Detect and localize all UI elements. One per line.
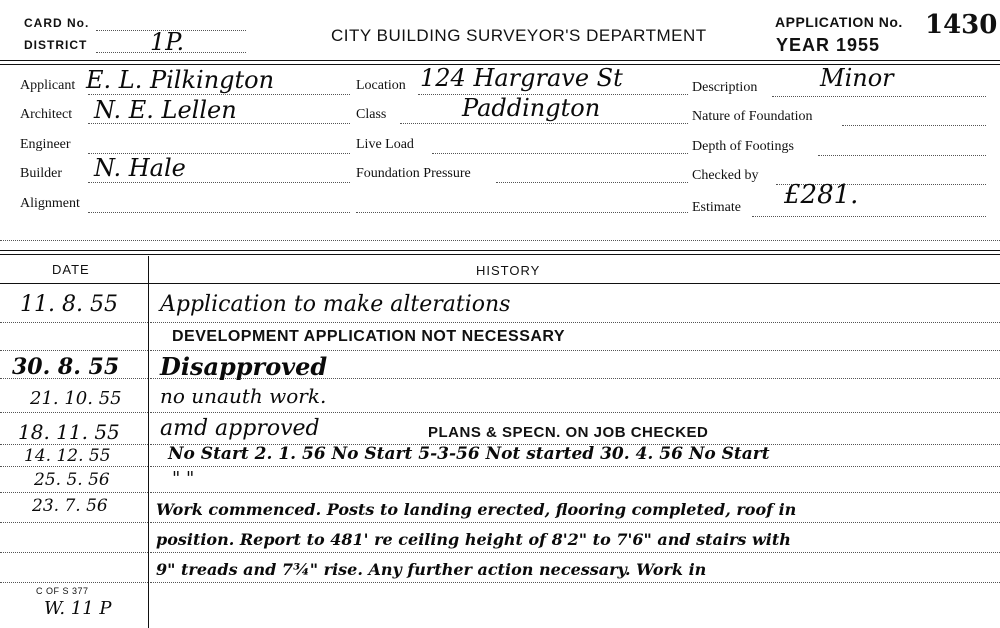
class-line	[400, 123, 688, 124]
row-history: 9" treads and 7¾" rise. Any further action necessary. Work in	[156, 560, 707, 579]
row-history: amd approved	[160, 416, 320, 441]
row-date: 30. 8. 55	[12, 354, 120, 380]
description-label: Description	[692, 80, 758, 95]
development-stamp: DEVELOPMENT APPLICATION NOT NECESSARY	[172, 328, 566, 345]
row-history: " "	[172, 468, 195, 489]
row-history: Disapproved	[160, 352, 328, 381]
class-value: Paddington	[462, 94, 601, 122]
form-number: C OF S 377	[36, 586, 89, 596]
live-load-line	[432, 153, 688, 154]
fields-bottom-rule-2	[0, 254, 1000, 255]
checked-by-label: Checked by	[692, 168, 759, 183]
estimate-value: £281.	[784, 180, 859, 210]
district-label: DISTRICT	[24, 38, 88, 52]
history-row-rule	[150, 552, 1000, 553]
date-column-divider	[148, 256, 149, 628]
history-row-rule	[150, 350, 1000, 351]
date-row-rule	[0, 322, 148, 323]
history-row-rule	[150, 582, 1000, 583]
history-row-rule	[150, 522, 1000, 523]
estimate-line	[752, 216, 986, 217]
application-no-label: APPLICATION No.	[775, 14, 903, 30]
year: YEAR 1955	[776, 35, 881, 55]
history-row-rule	[150, 412, 1000, 413]
date-row-rule	[0, 582, 148, 583]
applicant-line	[88, 94, 350, 95]
row-date: 14. 12. 55	[24, 446, 111, 466]
row-date: 25. 5. 56	[34, 470, 110, 490]
row-date: 23. 7. 56	[32, 496, 108, 516]
date-row-rule	[0, 412, 148, 413]
date-row-rule	[0, 466, 148, 467]
foundation-pressure-label: Foundation Pressure	[356, 166, 471, 181]
district-value: 1P.	[150, 28, 185, 56]
row-history: Application to make alterations	[160, 292, 511, 317]
date-row-rule	[0, 444, 148, 445]
middle-blank-line	[356, 212, 688, 213]
row-history: no unauth work.	[160, 384, 327, 408]
date-row-rule	[0, 492, 148, 493]
row-history: Work commenced. Posts to landing erected, flooring completed, roof in	[156, 500, 797, 519]
row-history: position. Report to 481' re ceiling height of 8'2" to 7'6" and stairs with	[156, 530, 791, 549]
history-row-rule	[150, 492, 1000, 493]
row-history: No Start 2. 1. 56 No Start 5-3-56 Not started 30. 4. 56 No Start	[168, 444, 770, 464]
history-row-rule	[150, 322, 1000, 323]
date-row-rule	[0, 350, 148, 351]
history-row-rule	[150, 466, 1000, 467]
foundation-pressure-line	[496, 182, 688, 183]
location-value: 124 Hargrave St	[420, 64, 623, 92]
plans-checked-stamp: PLANS & SPECN. ON JOB CHECKED	[428, 424, 709, 441]
row-date: 11. 8. 55	[20, 292, 118, 317]
applicant-label: Applicant	[20, 78, 76, 93]
class-label: Class	[356, 107, 387, 122]
fields-bottom-rule	[0, 250, 1000, 251]
architect-value: N. E. Lellen	[94, 96, 237, 124]
nature-of-foundation-label: Nature of Foundation	[692, 109, 813, 124]
description-line	[772, 96, 986, 97]
builder-value: N. Hale	[94, 154, 186, 182]
nature-of-foundation-line	[842, 125, 986, 126]
builder-line	[88, 182, 350, 183]
fields-bottom-dots	[0, 240, 1000, 241]
applicant-value: E. L. Pilkington	[86, 66, 275, 94]
alignment-line	[88, 212, 350, 213]
depth-of-footings-label: Depth of Footings	[692, 139, 794, 154]
application-no: 1430	[925, 10, 998, 40]
date-header: DATE	[52, 262, 90, 277]
top-rule	[0, 60, 1000, 61]
live-load-label: Live Load	[356, 137, 414, 152]
row-date: 18. 11. 55	[18, 420, 120, 444]
engineer-label: Engineer	[20, 137, 71, 152]
history-header: HISTORY	[476, 263, 541, 278]
form-code: W. 11 P	[44, 598, 112, 619]
card-no-label: CARD No.	[24, 16, 90, 30]
row-date: 21. 10. 55	[30, 388, 122, 409]
table-header-rule	[0, 283, 1000, 284]
architect-label: Architect	[20, 107, 73, 122]
description-value: Minor	[820, 64, 894, 92]
location-label: Location	[356, 78, 406, 93]
estimate-label: Estimate	[692, 200, 741, 215]
builder-label: Builder	[20, 166, 62, 181]
date-row-rule	[0, 552, 148, 553]
date-row-rule	[0, 522, 148, 523]
alignment-label: Alignment	[20, 196, 80, 211]
depth-of-footings-line	[818, 155, 986, 156]
department-title: CITY BUILDING SURVEYOR'S DEPARTMENT	[331, 26, 707, 45]
